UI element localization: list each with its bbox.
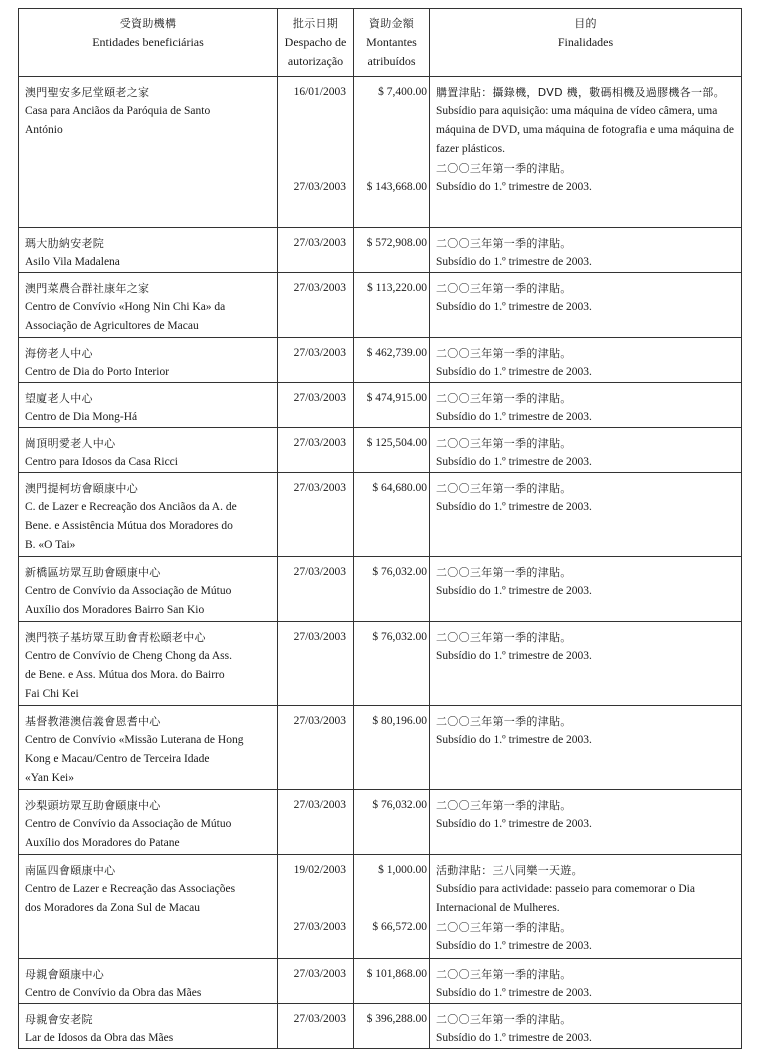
subsidy-amount: $ 1,000.00 xyxy=(378,864,427,876)
date-cell xyxy=(278,428,354,473)
entity-cell xyxy=(19,273,278,338)
amount-cell xyxy=(354,1004,430,1049)
header-entities xyxy=(19,9,278,77)
purpose-zh: 二〇〇三年第一季的津貼。 xyxy=(436,566,572,579)
purpose-pt: Subsídio do 1.º trimestre de 2003. xyxy=(436,501,592,513)
header-purpose-zh: 目的 xyxy=(574,17,597,30)
purpose-zh: 二〇〇三年第一季的津貼。 xyxy=(436,1013,572,1026)
table-row xyxy=(19,706,742,790)
date-cell xyxy=(278,959,354,1004)
entity-cell xyxy=(19,338,278,383)
entity-name-pt: C. de Lazer e Recreação dos Anciãos da A. de xyxy=(25,501,237,513)
entity-name-pt: Auxílio dos Moradores Bairro San Kio xyxy=(25,604,205,616)
purpose-cell xyxy=(430,1004,742,1049)
date-cell xyxy=(278,228,354,273)
header-amount-pt-line1: Montantes xyxy=(366,35,417,49)
entity-cell xyxy=(19,557,278,622)
purpose-zh: 二〇〇三年第一季的津貼。 xyxy=(436,392,572,405)
approval-date: 27/03/2003 xyxy=(293,631,346,643)
approval-date: 27/03/2003 xyxy=(293,799,346,811)
entity-name-zh: 澳門提柯坊會頤康中心 xyxy=(25,482,138,495)
approval-date: 27/03/2003 xyxy=(293,482,346,494)
table-row xyxy=(19,1004,742,1049)
purpose-pt: Subsídio do 1.º trimestre de 2003. xyxy=(436,456,592,468)
entity-cell xyxy=(19,855,278,959)
header-amount xyxy=(354,9,430,77)
entity-name-pt: B. «O Tai» xyxy=(25,539,76,551)
purpose-pt: Subsídio para actividade: passeio para comemorar o Dia Internacional de Mulheres. xyxy=(436,883,695,914)
amount-cell xyxy=(354,273,430,338)
amount-cell xyxy=(354,428,430,473)
header-date-pt-line2: autorização xyxy=(287,54,344,68)
purpose-zh: 二〇〇三年第一季的津貼。 xyxy=(436,799,572,812)
entity-name-pt: Centro de Convívio da Associação de Mútuo xyxy=(25,818,232,830)
purpose-pt: Subsídio do 1.º trimestre de 2003. xyxy=(436,734,592,746)
entity-name-pt: Centro de Convívio «Hong Nin Chi Ka» da xyxy=(25,301,226,313)
amount-cell xyxy=(354,959,430,1004)
entity-name-pt: Centro de Dia Mong-Há xyxy=(25,411,138,423)
purpose-zh: 二〇〇三年第一季的津貼。 xyxy=(436,968,572,981)
purpose-cell xyxy=(430,557,742,622)
table-row xyxy=(19,790,742,855)
header-entities-pt: Entidades beneficiárias xyxy=(92,35,204,49)
header-purpose xyxy=(430,9,742,77)
purpose-pt: Subsídio do 1.º trimestre de 2003. xyxy=(436,366,592,378)
entity-name-pt: Bene. e Assistência Mútua dos Moradores do xyxy=(25,520,233,532)
entity-name-zh: 崗頂明愛老人中心 xyxy=(25,437,116,450)
entity-name-zh: 瑪大肋納安老院 xyxy=(25,237,105,250)
purpose-pt: Subsídio do 1.º trimestre de 2003. xyxy=(436,301,592,313)
entity-name-zh: 澳門菜農合群社康年之家 xyxy=(25,282,150,295)
date-cell xyxy=(278,473,354,557)
amount-cell xyxy=(354,790,430,855)
table-header-row xyxy=(19,9,742,77)
date-cell xyxy=(278,790,354,855)
approval-date: 27/03/2003 xyxy=(293,181,346,193)
subsidy-amount: $ 76,032.00 xyxy=(372,631,427,643)
amount-cell xyxy=(354,706,430,790)
entity-cell xyxy=(19,77,278,228)
date-cell xyxy=(278,622,354,706)
purpose-pt: Subsídio do 1.º trimestre de 2003. xyxy=(436,1032,592,1044)
entity-name-pt: Centro para Idosos da Casa Ricci xyxy=(25,456,178,468)
approval-date: 27/03/2003 xyxy=(293,282,346,294)
entity-name-pt: Centro de Convívio de Cheng Chong da Ass. xyxy=(25,650,232,662)
purpose-cell xyxy=(430,790,742,855)
purpose-pt: Subsídio do 1.º trimestre de 2003. xyxy=(436,181,592,193)
purpose-zh: 二〇〇三年第一季的津貼。 xyxy=(436,715,572,728)
entity-cell xyxy=(19,959,278,1004)
purpose-pt: Subsídio do 1.º trimestre de 2003. xyxy=(436,585,592,597)
purpose-cell xyxy=(430,228,742,273)
purpose-cell xyxy=(430,855,742,959)
subsidy-table xyxy=(18,8,742,1049)
purpose-pt: Subsídio do 1.º trimestre de 2003. xyxy=(436,411,592,423)
entity-name-zh: 海傍老人中心 xyxy=(25,347,93,360)
entity-name-pt: Centro de Convívio da Obra das Mães xyxy=(25,987,202,999)
amount-cell xyxy=(354,557,430,622)
table-row xyxy=(19,428,742,473)
entity-name-zh: 沙梨頭坊眾互助會頤康中心 xyxy=(25,799,161,812)
approval-date: 16/01/2003 xyxy=(293,86,346,98)
amount-cell xyxy=(354,383,430,428)
entity-name-zh: 母親會頤康中心 xyxy=(25,968,105,981)
header-date-zh: 批示日期 xyxy=(292,17,339,30)
subsidy-amount: $ 64,680.00 xyxy=(372,482,427,494)
purpose-cell xyxy=(430,383,742,428)
entity-name-pt: Auxílio dos Moradores do Patane xyxy=(25,837,180,849)
entity-name-pt: Centro de Convívio «Missão Luterana de Hong xyxy=(25,734,244,746)
entity-name-pt: de Bene. e Ass. Mútua dos Mora. do Bairro xyxy=(25,669,225,681)
purpose-pt: Subsídio do 1.º trimestre de 2003. xyxy=(436,650,592,662)
subsidy-amount: $ 113,220.00 xyxy=(367,282,427,294)
amount-cell xyxy=(354,473,430,557)
purpose-zh: 活動津貼：三八同樂一天遊。 xyxy=(436,864,583,877)
header-amount-pt-line2: atribuídos xyxy=(367,54,416,68)
date-cell xyxy=(278,855,354,959)
purpose-zh: 購置津貼：攝錄機，DVD 機，數碼相機及過膠機各一部。 xyxy=(436,86,725,99)
header-date-pt-line1: Despacho de xyxy=(284,35,347,49)
amount-cell xyxy=(354,622,430,706)
table-row xyxy=(19,473,742,557)
purpose-cell xyxy=(430,706,742,790)
subsidy-amount: $ 80,196.00 xyxy=(372,715,427,727)
entity-cell xyxy=(19,383,278,428)
approval-date: 27/03/2003 xyxy=(293,921,346,933)
entity-name-zh: 母親會安老院 xyxy=(25,1013,93,1026)
entity-name-zh: 澳門筷子基坊眾互助會青松頤老中心 xyxy=(25,631,206,644)
purpose-zh: 二〇〇三年第一季的津貼。 xyxy=(436,482,572,495)
approval-date: 27/03/2003 xyxy=(293,437,346,449)
entity-name-zh: 澳門聖安多尼堂頤老之家 xyxy=(25,86,150,99)
amount-cell xyxy=(354,77,430,228)
approval-date: 27/03/2003 xyxy=(293,715,346,727)
entity-name-pt: Centro de Dia do Porto Interior xyxy=(25,366,170,378)
purpose-cell xyxy=(430,622,742,706)
table-row xyxy=(19,855,742,959)
subsidy-amount: $ 7,400.00 xyxy=(378,86,427,98)
purpose-zh: 二〇〇三年第一季的津貼。 xyxy=(436,347,572,360)
date-cell xyxy=(278,77,354,228)
amount-cell xyxy=(354,228,430,273)
purpose-zh: 二〇〇三年第一季的津貼。 xyxy=(436,921,572,934)
entity-name-zh: 南區四會頤康中心 xyxy=(25,864,116,877)
subsidy-amount: $ 396,288.00 xyxy=(366,1013,427,1025)
date-cell xyxy=(278,338,354,383)
purpose-zh: 二〇〇三年第一季的津貼。 xyxy=(436,162,572,175)
table-row xyxy=(19,338,742,383)
approval-date: 27/03/2003 xyxy=(293,237,346,249)
entity-name-zh: 望廈老人中心 xyxy=(25,392,93,405)
date-cell xyxy=(278,1004,354,1049)
purpose-cell xyxy=(430,273,742,338)
entity-cell xyxy=(19,622,278,706)
entity-cell xyxy=(19,706,278,790)
header-entities-zh: 受資助機構 xyxy=(119,17,177,30)
approval-date: 27/03/2003 xyxy=(293,968,346,980)
subsidy-amount: $ 125,504.00 xyxy=(366,437,427,449)
approval-date: 27/03/2003 xyxy=(293,392,346,404)
amount-cell xyxy=(354,855,430,959)
entity-name-pt: Associação de Agricultores de Macau xyxy=(25,320,199,332)
purpose-cell xyxy=(430,473,742,557)
entity-cell xyxy=(19,473,278,557)
table-body xyxy=(19,77,742,1049)
purpose-zh: 二〇〇三年第一季的津貼。 xyxy=(436,282,572,295)
purpose-cell xyxy=(430,428,742,473)
purpose-cell xyxy=(430,77,742,228)
entity-name-pt: «Yan Kei» xyxy=(25,772,74,784)
entity-name-pt: Kong e Macau/Centro de Terceira Idade xyxy=(25,753,210,765)
purpose-pt: Subsídio do 1.º trimestre de 2003. xyxy=(436,818,592,830)
table-row xyxy=(19,77,742,228)
entity-cell xyxy=(19,790,278,855)
purpose-pt: Subsídio do 1.º trimestre de 2003. xyxy=(436,256,592,268)
entity-name-zh: 新橋區坊眾互助會頤康中心 xyxy=(25,566,161,579)
header-amount-zh: 資助金額 xyxy=(368,17,415,30)
purpose-zh: 二〇〇三年第一季的津貼。 xyxy=(436,631,572,644)
entity-name-pt: Lar de Idosos da Obra das Mães xyxy=(25,1032,174,1044)
entity-name-pt: Asilo Vila Madalena xyxy=(25,256,120,268)
subsidy-amount: $ 76,032.00 xyxy=(372,566,427,578)
entity-name-pt: Centro de Lazer e Recreação das Associações xyxy=(25,883,236,895)
purpose-zh: 二〇〇三年第一季的津貼。 xyxy=(436,237,572,250)
purpose-cell xyxy=(430,959,742,1004)
table-row xyxy=(19,959,742,1004)
entity-name-zh: 基督教港澳信義會恩耆中心 xyxy=(25,715,161,728)
approval-date: 27/03/2003 xyxy=(293,347,346,359)
subsidy-amount: $ 76,032.00 xyxy=(372,799,427,811)
subsidy-amount: $ 101,868.00 xyxy=(366,968,427,980)
purpose-pt: Subsídio do 1.º trimestre de 2003. xyxy=(436,940,592,952)
date-cell xyxy=(278,383,354,428)
subsidy-amount: $ 66,572.00 xyxy=(372,921,427,933)
header-purpose-pt: Finalidades xyxy=(557,35,614,49)
approval-date: 27/03/2003 xyxy=(293,566,346,578)
date-cell xyxy=(278,557,354,622)
header-date xyxy=(278,9,354,77)
entity-cell xyxy=(19,428,278,473)
entity-cell xyxy=(19,228,278,273)
subsidy-amount: $ 474,915.00 xyxy=(366,392,427,404)
approval-date: 27/03/2003 xyxy=(293,1013,346,1025)
purpose-pt: Subsídio para aquisição: uma máquina de vídeo câmera, uma máquina de DVD, uma máquina de fotografia e uma máquina de fazer plásticos. xyxy=(436,105,734,155)
purpose-cell xyxy=(430,338,742,383)
table-row xyxy=(19,273,742,338)
date-cell xyxy=(278,706,354,790)
subsidy-amount: $ 143,668.00 xyxy=(366,181,427,193)
entity-name-pt: Centro de Convívio da Associação de Mútuo xyxy=(25,585,232,597)
purpose-zh: 二〇〇三年第一季的津貼。 xyxy=(436,437,572,450)
table-row xyxy=(19,228,742,273)
entity-cell xyxy=(19,1004,278,1049)
subsidy-amount: $ 462,739.00 xyxy=(366,347,427,359)
entity-name-pt: António xyxy=(25,124,63,136)
table-row xyxy=(19,622,742,706)
table-row xyxy=(19,557,742,622)
amount-cell xyxy=(354,338,430,383)
entity-name-pt: Casa para Anciãos da Paróquia de Santo xyxy=(25,105,211,117)
entity-name-pt: Fai Chi Kei xyxy=(25,688,79,700)
date-cell xyxy=(278,273,354,338)
approval-date: 19/02/2003 xyxy=(293,864,346,876)
entity-name-pt: dos Moradores da Zona Sul de Macau xyxy=(25,902,201,914)
subsidy-amount: $ 572,908.00 xyxy=(366,237,427,249)
purpose-pt: Subsídio do 1.º trimestre de 2003. xyxy=(436,987,592,999)
table-row xyxy=(19,383,742,428)
